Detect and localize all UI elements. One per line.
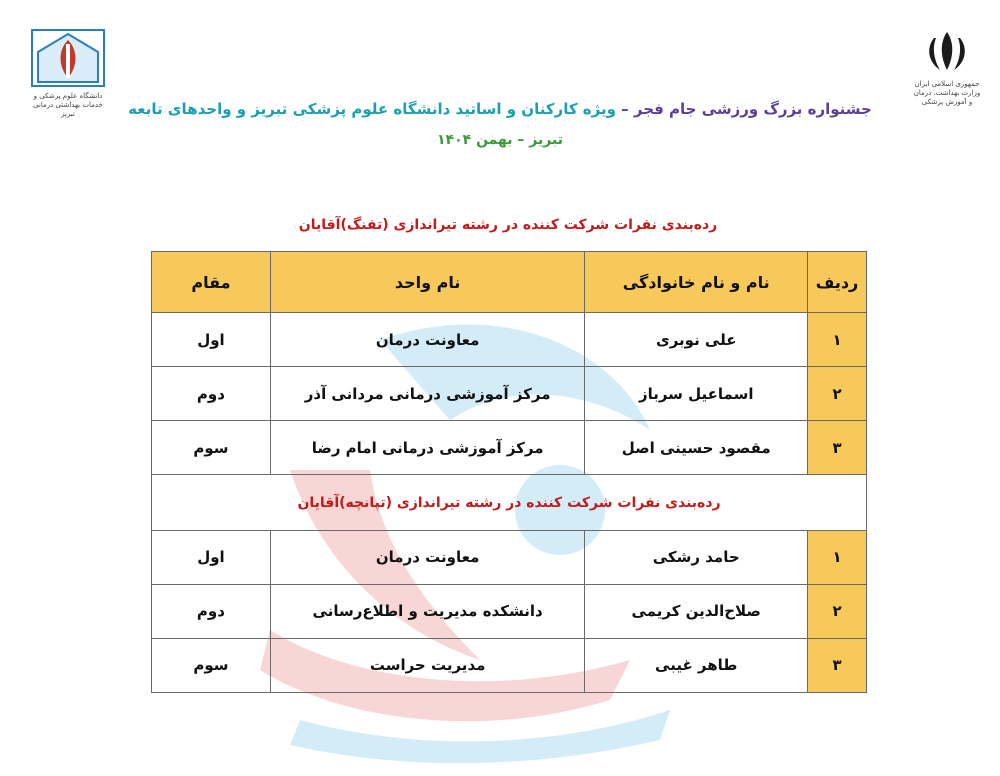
unit-name: معاونت درمان: [270, 313, 585, 367]
section-title-rifle: رده‌بندی نفرات شرکت کننده در رشته تیراندازی (تفنگ)آقایان: [298, 217, 718, 233]
university-logo-caption: دانشگاه علوم پزشکی و خدمات بهداشتی درمانی تبریز: [33, 92, 103, 118]
rank: دوم: [152, 367, 271, 421]
participant-name: صلاح‌الدین کریمی: [585, 584, 808, 638]
page-subtitle: تبریز – بهمن ۱۴۰۴: [437, 132, 563, 148]
row-number: ۲: [808, 367, 867, 421]
page-title: [0, 100, 1000, 118]
participant-name: حامد رشکی: [585, 530, 808, 584]
unit-name: معاونت درمان: [270, 530, 585, 584]
participant-name: علی نوبری: [585, 313, 808, 367]
table-row: [152, 421, 867, 475]
participant-name: مقصود حسینی اصل: [585, 421, 808, 475]
row-number: ۳: [808, 638, 867, 692]
rank: اول: [152, 313, 271, 367]
participant-name: طاهر غیبی: [585, 638, 808, 692]
column-header-rank: مقام: [152, 252, 271, 313]
row-number: ۱: [808, 530, 867, 584]
rank: اول: [152, 530, 271, 584]
row-number: ۱: [808, 313, 867, 367]
table-row: [152, 313, 867, 367]
unit-name: مدیریت حراست: [270, 638, 585, 692]
section-header-row: [152, 475, 867, 530]
column-header-name: نام و نام خانوادگی: [585, 252, 808, 313]
table-row: [152, 584, 867, 638]
unit-name: مرکز آموزشی درمانی امام رضا: [270, 421, 585, 475]
rank: سوم: [152, 638, 271, 692]
table-row: [152, 367, 867, 421]
iran-emblem-icon: [912, 26, 982, 76]
rank: سوم: [152, 421, 271, 475]
results-table: [151, 251, 867, 693]
row-number: ۲: [808, 584, 867, 638]
ministry-logo-caption: جمهوری اسلامی ایران وزارت بهداشت، درمان و آموزش پزشکی: [913, 80, 981, 106]
column-header-unit: نام واحد: [270, 252, 585, 313]
row-number: ۳: [808, 421, 867, 475]
unit-name: مرکز آموزشی درمانی مردانی آذر: [270, 367, 585, 421]
rank: دوم: [152, 584, 271, 638]
table-header-row: [152, 252, 867, 313]
university-emblem-icon: [28, 26, 108, 88]
unit-name: دانشکده مدیریت و اطلاع‌رسانی: [270, 584, 585, 638]
title-part-2: ویژه کارکنان و اساتید دانشگاه علوم پزشکی تبریز و واحدهای تابعه: [128, 100, 616, 118]
table-row: [152, 530, 867, 584]
column-header-row-number: ردیف: [808, 252, 867, 313]
participant-name: اسماعیل سرباز: [585, 367, 808, 421]
title-part-1: جشنواره بزرگ ورزشی جام فجر –: [615, 100, 872, 118]
section-title-pistol: رده‌بندی نفرات شرکت کننده در رشته تیراندازی (تپانچه)آقایان: [152, 475, 867, 530]
table-row: [152, 638, 867, 692]
ministry-logo: [912, 26, 982, 106]
